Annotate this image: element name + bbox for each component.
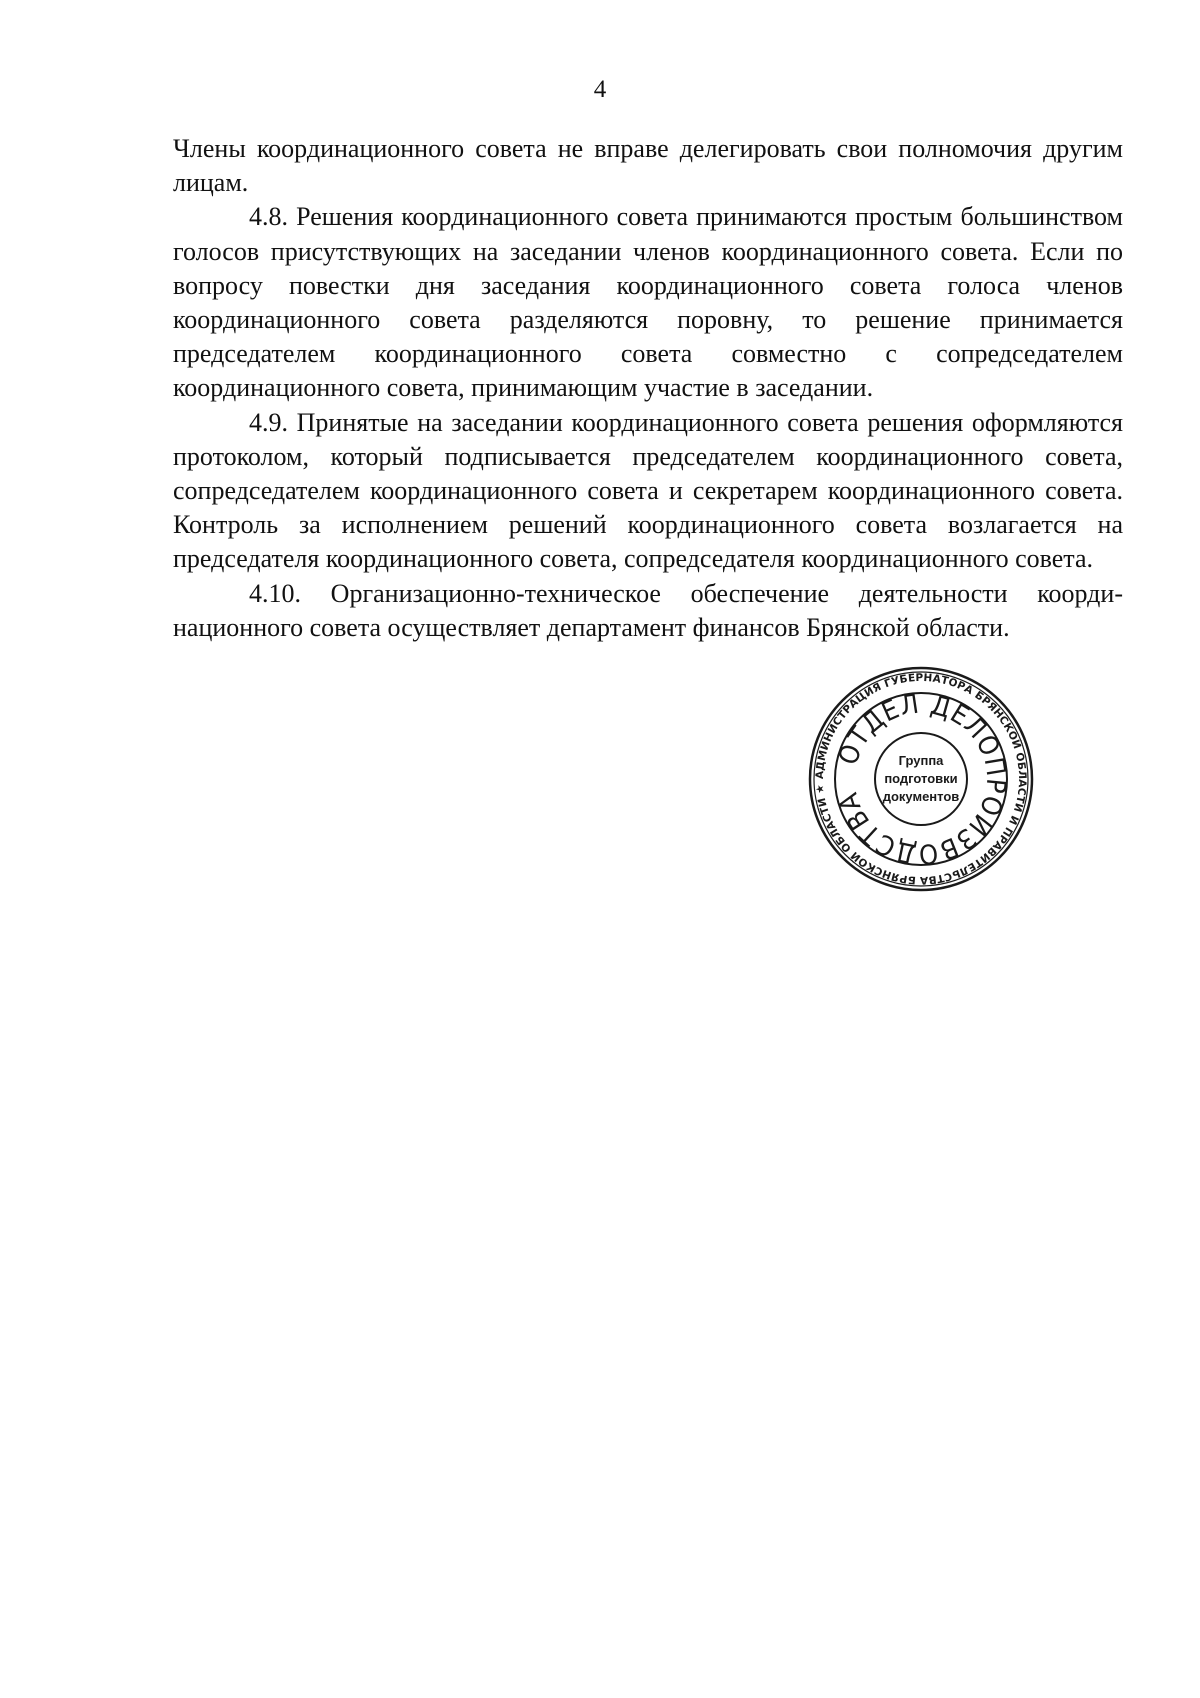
stamp-outer-ring-text: АДМИНИСТРАЦИЯ ГУБЕРНАТОРА БРЯНСКОЙ ОБЛАСТИ И ПРАВИТЕЛЬСТВА БРЯНСКОЙ ОБЛАСТИ ★	[813, 671, 1029, 887]
stamp-center-line-3: документов	[882, 789, 960, 804]
page-number: 4	[593, 76, 607, 103]
paragraph-4-9: 4.9. Принятые на заседании координационного совета решения оформляются протоколом, который подписывается председателем координационного совета, сопредседателем координационного совета и секретарем координационного совета. Контроль за исполнением решений координационного совета возлагается на председателя координационного совета, сопредседателя координационного совета.	[173, 407, 1123, 574]
paragraph-4-8: 4.8. Решения координационного совета принимаются простым большинством голосов присутствующих на заседании членов координационного совета. Если по вопросу повестки дня заседания координационного совета голоса членов координационного совета разделяются поровну, то решение принимается председателем координационного совета совместно с сопредседателем координационного совета, принимающим участие в заседании.	[173, 202, 1123, 403]
paragraph-4-10: 4.10. Организационно-техническое обеспечение деятельности координационного совета осуществляет департамент финансов Брянской области.	[173, 578, 1123, 642]
stamp-center-line-2: подготовки	[884, 771, 958, 786]
stamp-seal-graphic	[806, 664, 1036, 894]
official-stamp	[806, 664, 1036, 894]
stamp-middle-ring-text: ОТДЕЛ ДЕЛОПРОИЗВОДСТВА	[831, 688, 1012, 870]
document-body	[173, 132, 1123, 645]
paragraph-continuation: Члены координационного совета не вправе делегировать свои полномочия другим лицам.	[173, 134, 1123, 198]
stamp-center-line-1: Группа	[898, 753, 944, 768]
